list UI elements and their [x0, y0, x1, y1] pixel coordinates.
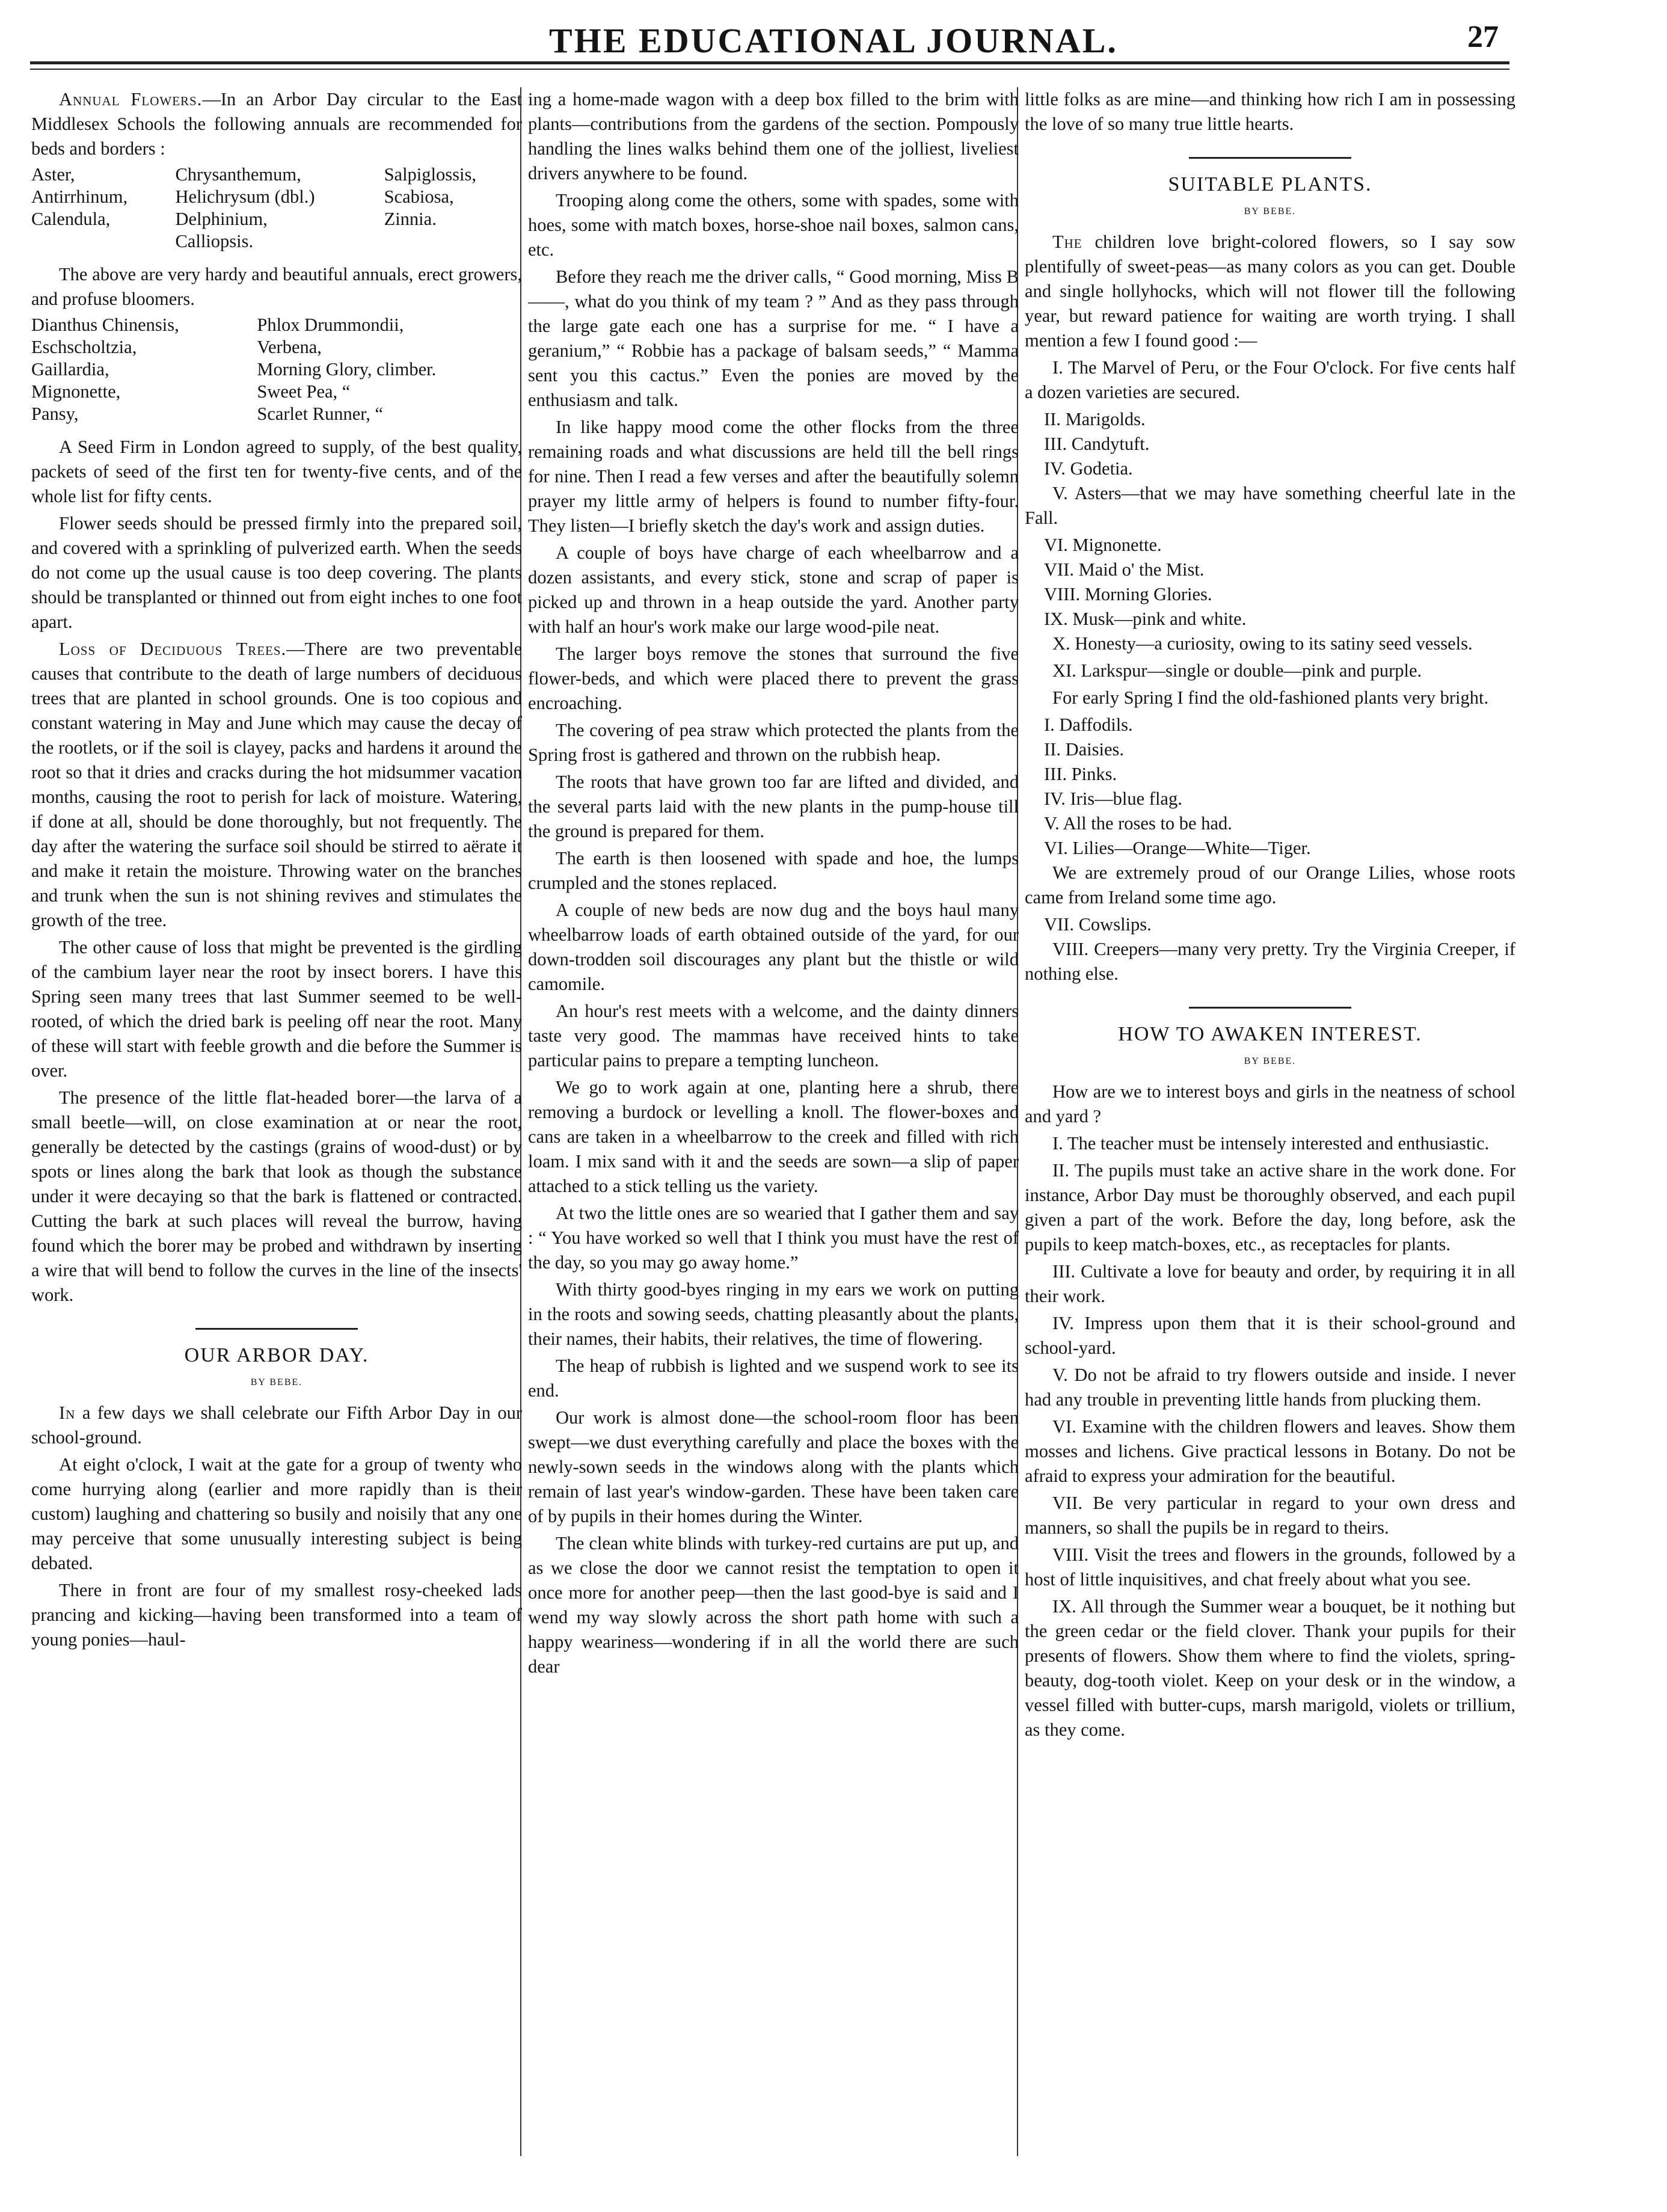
trooping-paragraph: Trooping along come the others, some with spades, some with hoes, some with match boxes, horse-shoe nail boxes, salmon cans, etc.: [528, 190, 1019, 260]
bloomers-cell: Eschscholtzia,: [31, 337, 137, 357]
spring-item: VII. Cowslips.: [1044, 914, 1152, 935]
annuals-cell: Calendula,: [31, 209, 111, 229]
wheelbarrow-paragraph: A couple of boys have charge of each wheelbarrow and a dozen assistants, and every stick, stone and scrap of paper is picked up and thrown in a heap outside the yard. Another party with half an hour's work make our large wood-pile neat.: [528, 542, 1019, 637]
header-rule-thick: [30, 61, 1509, 64]
suitable-item: X. Honesty—a curiosity, owing to its satiny seed vessels.: [1052, 633, 1473, 654]
section-divider: [195, 1328, 358, 1330]
arbor-p1-text: a few days we shall celebrate our Fifth Arbor Day in our school-ground.: [31, 1402, 522, 1448]
interest-item: III. Cultivate a love for beauty and order, by requiring it in all their work.: [1025, 1261, 1515, 1306]
suitable-item: V. Asters—that we may have something cheerful late in the Fall.: [1025, 483, 1515, 528]
orange-lilies-paragraph: We are extremely proud of our Orange Lilies, whose roots came from Ireland some time ago.: [1025, 862, 1515, 908]
spring-item: V. All the roses to be had.: [1044, 813, 1232, 834]
roots-paragraph: The roots that have grown too far are lifted and divided, and the several parts laid with the new plants in the pump-house till the ground is prepared for them.: [528, 772, 1019, 841]
suitable-intro-text: children love bright-colored flowers, so I say sow plentifully of sweet-peas—as many colors as you can get. Double and single hollyhocks, which will not flower till the following year, but reward patience for waiting are worth trying. I shall mention a few I found good :—: [1025, 232, 1515, 351]
suitable-plants-byline: BY BEBE.: [1244, 206, 1297, 217]
suitable-item: VII. Maid o' the Mist.: [1044, 559, 1205, 580]
borer-paragraph: The presence of the little flat-headed borer—the larva of a small beetle—will, on close examination at or near the root, generally be detected by the castings (grains of wood-dust) or by spots or lines along the bark that look as though the substance under it were decaying so that the bark is flattened or contracted. Cutting the bark at such places will reveal the burrow, having found which the borer may be probed and withdrawn by inserting a wire that will bend to follow the curves in the line of the insects' work.: [31, 1087, 522, 1305]
blinds-paragraph: The clean white blinds with turkey-red curtains are put up, and as we close the door we cannot resist the temptation to open it once more for another peep—then the last good-bye is said and I wend my way slowly across the short path home with such a happy weariness—wondering if in all the world there are such dear: [528, 1533, 1019, 1677]
arbor-day-heading: OUR ARBOR DAY.: [184, 1344, 369, 1366]
arbor-paragraph-3: There in front are four of my smallest rosy-cheeked lads prancing and kicking—having been transformed into a team of young ponies—haul-: [31, 1580, 522, 1650]
rubbish-paragraph: The heap of rubbish is lighted and we suspend work to see its end.: [528, 1356, 1019, 1401]
spring-item: IV. Iris—blue flag.: [1044, 788, 1182, 809]
annuals-cell: Delphinium,: [175, 209, 268, 229]
awaken-interest-byline: BY BEBE.: [1244, 1056, 1297, 1066]
arbor-ending-paragraph: little folks as are mine—and thinking how rich I am in possessing the love of so many true little hearts.: [1025, 89, 1515, 134]
suitable-item: XI. Larkspur—single or double—pink and purple.: [1052, 660, 1422, 681]
annuals-cell: Zinnia.: [384, 209, 437, 229]
annuals-cell: Scabiosa,: [384, 186, 454, 207]
bloomers-cell: Phlox Drummondii,: [257, 315, 404, 335]
awaken-interest-heading: HOW TO AWAKEN INTEREST.: [1118, 1023, 1422, 1045]
suitable-item: II. Marigolds.: [1044, 409, 1146, 429]
spring-item: VIII. Creepers—many very pretty. Try the Virginia Creeper, if nothing else.: [1025, 939, 1515, 984]
suitable-lead: The: [1052, 232, 1082, 252]
arbor-paragraph-1: [31, 1401, 522, 1450]
above-annuals-paragraph: The above are very hardy and beautiful annuals, erect growers, and profuse bloomers.: [31, 264, 522, 309]
flower-seeds-paragraph: Flower seeds should be pressed firmly into the prepared soil, and covered with a sprinkling of pulverized earth. When the seeds do not come up the usual cause is too deep covering. The plants should be transplanted or thinned out from eight inches to one foot apart.: [31, 513, 522, 632]
section-divider: [1189, 1007, 1351, 1009]
page-number: 27: [1467, 20, 1499, 54]
interest-item: IX. All through the Summer wear a bouquet, be it nothing but the green cedar or the field clover. Thank your pupils for their presents of flowers. Show them where to find the violets, spring-beauty, dog-tooth violet. Keep on your desk or in the window, a vessel filled with butter-cups, marsh marigold, violets or trillium, as they come.: [1025, 1596, 1515, 1740]
annuals-cell: Chrysanthemum,: [175, 164, 301, 185]
suitable-item: I. The Marvel of Peru, or the Four O'clock. For five cents half a dozen varieties are secured.: [1025, 357, 1515, 402]
other-cause-paragraph: The other cause of loss that might be prevented is the girdling of the cambium layer near the root by insect borers. I have this Spring seen many trees that last Summer seemed to be well-rooted, of which the dried bark is peeling off near the root. Many of these will start with feeble growth and die before the Summer is over.: [31, 937, 522, 1081]
bloomers-cell: Morning Glory, climber.: [257, 359, 437, 379]
annuals-cell: Calliopsis.: [175, 231, 254, 251]
journal-title: THE EDUCATIONAL JOURNAL.: [549, 21, 1118, 60]
column-2: [528, 87, 1019, 2156]
interest-item: II. The pupils must take an active share in the work done. For instance, Arbor Day must be thoroughly observed, and each pupil given a part of the work. Before the day, long before, ask the pupils to keep match-boxes, etc., as receptacles for plants.: [1025, 1160, 1515, 1255]
spring-item: II. Daisies.: [1044, 739, 1124, 760]
page-header: [30, 17, 1637, 60]
annual-flowers-paragraph: [31, 87, 522, 161]
interest-item: IV. Impress upon them that it is their school-ground and school-yard.: [1025, 1313, 1515, 1358]
bloomers-cell: Dianthus Chinensis,: [31, 315, 179, 335]
thirty-goodbyes-paragraph: With thirty good-byes ringing in my ears we work on putting in the roots and sowing seeds, chatting pleasantly about the plants, their names, their habits, their relatives, the time of flowering.: [528, 1279, 1019, 1349]
bloomers-row: [31, 336, 522, 358]
annuals-cell: Aster,: [31, 164, 75, 185]
bloomers-row: [31, 403, 522, 425]
annuals-cell: Helichrysum (dbl.): [175, 186, 315, 207]
bloomers-row: [31, 314, 522, 336]
suitable-plants-heading: SUITABLE PLANTS.: [1168, 173, 1372, 195]
suitable-intro-paragraph: [1025, 230, 1515, 353]
annuals-cell: [384, 230, 522, 253]
annual-flowers-lead: Annual Flowers.: [59, 89, 203, 109]
arbor-lead: In: [59, 1402, 76, 1423]
larger-boys-paragraph: The larger boys remove the stones that surround the five flower-beds, and which were placed there to prevent the grass encroaching.: [528, 644, 1019, 713]
rest-paragraph: An hour's rest meets with a welcome, and the dainty dinners taste very good. The mammas have received hints to take particular pains to prepare a tempting luncheon.: [528, 1001, 1019, 1071]
interest-item: V. Do not be afraid to try flowers outside and inside. I never had any trouble in preventing little hands from plucking them.: [1025, 1365, 1515, 1410]
arbor-paragraph-2: At eight o'clock, I wait at the gate for a group of twenty who come hurrying along (earlier and more rapidly than is their custom) laughing and chattering so busily and noisily that any one may perceive that some unusually interesting subject is being debated.: [31, 1454, 522, 1573]
interest-item: VII. Be very particular in regard to your own dress and manners, so shall the pupils be in regard to theirs.: [1025, 1493, 1515, 1538]
spring-item: I. Daffodils.: [1044, 714, 1133, 735]
bloomers-cell: Verbena,: [257, 337, 322, 357]
earth-paragraph: The earth is then loosened with spade and hoe, the lumps crumpled and the stones replaced.: [528, 848, 1019, 893]
spring-item: VI. Lilies—Orange—White—Tiger.: [1044, 838, 1311, 858]
pea-straw-paragraph: The covering of pea straw which protected the plants from the Spring frost is gathered and thrown on the rubbish heap.: [528, 720, 1019, 765]
arbor-day-byline: BY BEBE.: [250, 1377, 303, 1387]
loss-trees-paragraph: [31, 637, 522, 933]
header-rule-thin: [30, 69, 1509, 70]
interest-item: I. The teacher must be intensely interested and enthusiastic.: [1052, 1133, 1490, 1154]
annuals-cell: Antirrhinum,: [31, 186, 128, 207]
bloomers-cell: Pansy,: [31, 404, 79, 424]
suitable-item: VIII. Morning Glories.: [1044, 584, 1212, 604]
spring-intro-paragraph: For early Spring I find the old-fashioned plants very bright.: [1052, 687, 1489, 708]
annual-flowers-text: —In an Arbor Day circular to the East Middlesex Schools the following annuals are recommended for beds and borders :: [31, 89, 522, 159]
spring-item: III. Pinks.: [1044, 764, 1117, 784]
suitable-item: IV. Godetia.: [1044, 458, 1133, 479]
annuals-table: [31, 164, 522, 253]
new-beds-paragraph: A couple of new beds are now dug and the boys haul many wheelbarrow loads of earth obtained outside of the yard, for our down-trodden soil discourages any plant but the thistle or wild camomile.: [528, 900, 1019, 994]
interest-intro-paragraph: How are we to interest boys and girls in the neatness of school and yard ?: [1025, 1081, 1515, 1126]
section-divider: [1189, 157, 1351, 159]
two-oclock-paragraph: At two the little ones are so wearied that I gather them and say : “ You have worked so well that I think you must have the rest of the day, so you may go away home.”: [528, 1203, 1019, 1273]
annuals-row: [31, 164, 522, 186]
annuals-cell: [31, 230, 175, 253]
bloomers-cell: Scarlet Runner, “: [257, 404, 384, 424]
bloomers-cell: Sweet Pea, “: [257, 381, 351, 402]
annuals-row: [31, 230, 522, 253]
annuals-cell: Salpiglossis,: [384, 164, 476, 185]
bloomers-row: [31, 381, 522, 403]
bloomers-cell: Mignonette,: [31, 381, 121, 402]
suitable-item: VI. Mignonette.: [1044, 535, 1162, 555]
suitable-item: IX. Musk—pink and white.: [1044, 609, 1247, 629]
work-again-paragraph: We go to work again at one, planting here a shrub, there removing a burdock or levelling a knoll. The flower-boxes and cans are taken in a wheelbarrow to the creek and filled with rich loam. I mix sand with it and the seeds are sown—a slip of paper attached to a stick telling us the variety.: [528, 1077, 1019, 1196]
loss-trees-text: —There are two preventable causes that contribute to the death of large numbers of deciduous trees that are planted in school grounds. One is too copious and constant watering in May and June which may cause the decay of the rootlets, or if the soil is clayey, packs and hardens it around the root so that it dries and cracks during the hot midsummer vacation months, causing the root to perish for lack of moisture. Watering, if done at all, should be done thoroughly, but not frequently. The day after the watering the surface soil should be stirred to aërate it and make it retain the moisture. Throwing water on the branches and trunk when the sun is not shining revives and stimulates the growth of the tree.: [31, 639, 522, 930]
loss-trees-lead: Loss of Deciduous Trees.: [59, 639, 287, 659]
happy-mood-paragraph: In like happy mood come the other flocks from the three remaining roads and what discussions are held till the bell rings for nine. Then I read a few verses and after the beautifully solemn prayer my little army of helpers is found to number fifty-four. They listen—I briefly sketch the day's work and assign duties.: [528, 417, 1019, 536]
bloomers-row: [31, 358, 522, 381]
column-3: [1025, 87, 1515, 2156]
suitable-item: III. Candytuft.: [1044, 434, 1150, 454]
interest-item: VIII. Visit the trees and flowers in the grounds, followed by a host of little inquisitives, and chat freely about what you see.: [1025, 1544, 1515, 1590]
bloomers-table: [31, 314, 522, 425]
before-paragraph: Before they reach me the driver calls, “ Good morning, Miss B——, what do you think of my team ? ” And as they pass through the large gate each one has a surprise for me. “ I have a geranium,” “ Robbie has a package of balsam seeds,” “ Mamma sent you this cactus.” Even the ponies are moved by the enthusiasm and talk.: [528, 266, 1019, 410]
arbor-continued-paragraph: ing a home-made wagon with a deep box filled to the brim with plants—contributions from the gardens of the section. Pompously handling the lines walks behind them one of the jolliest, liveliest drivers anywhere to be found.: [528, 89, 1019, 183]
annuals-row: [31, 186, 522, 208]
bloomers-cell: Gaillardia,: [31, 359, 109, 379]
column-1: [31, 87, 522, 2156]
interest-item: VI. Examine with the children flowers and leaves. Show them mosses and lichens. Give practical lessons in Botany. Do not be afraid to express your admiration for the beautiful.: [1025, 1416, 1515, 1486]
almost-done-paragraph: Our work is almost done—the school-room floor has been swept—we dust everything carefully and place the boxes with the newly-sown seeds in the windows along with the plants which remain of last year's window-garden. These have been taken care of by pupils in their homes during the Winter.: [528, 1407, 1019, 1526]
annuals-row: [31, 208, 522, 230]
seed-firm-paragraph: A Seed Firm in London agreed to supply, of the best quality, packets of seed of the first ten for twenty-five cents, and of the whole list for fifty cents.: [31, 437, 522, 506]
